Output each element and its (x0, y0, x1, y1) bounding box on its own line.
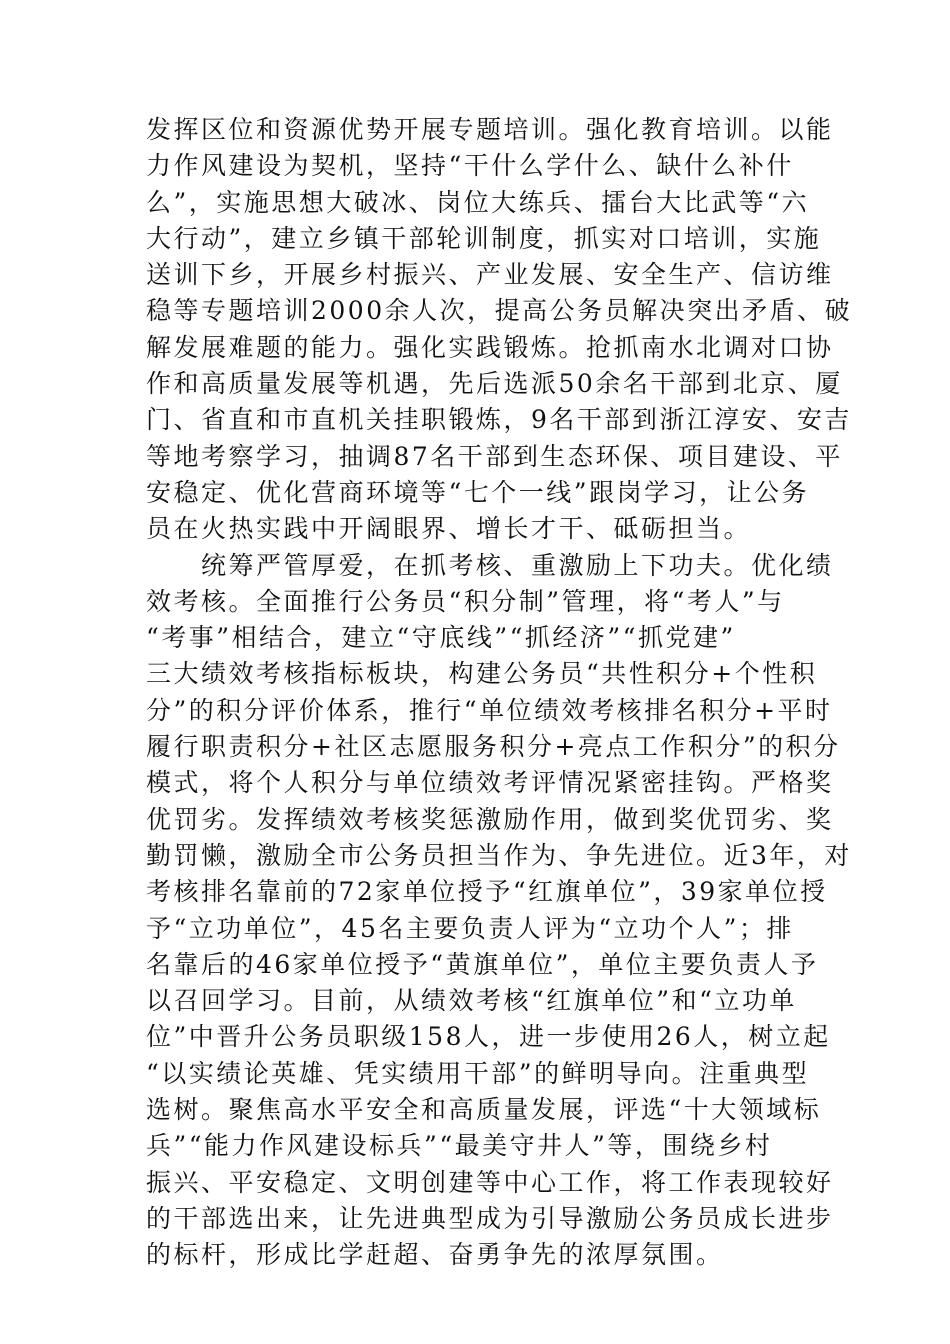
paragraph-2 (146, 548, 852, 1274)
text-line: 考核排名靠前的72家单位授予“红旗单位”，39家单位授 (146, 877, 828, 907)
text-line: 解发展难题的能力。强化实践锻炼。抢抓南水北调对口协 (146, 332, 834, 362)
text-line: 名靠后的46家单位授予“黄旗单位”，单位主要负责人予 (146, 949, 819, 979)
text-line: 位”中晋升公务员职级158人，进一步使用26人，树立起 (146, 1022, 831, 1052)
paragraph-1 (146, 112, 853, 548)
text-line: 安稳定、优化营商环境等“七个一线”跟岗学习，让公务 (146, 477, 810, 507)
text-line: 的干部选出来，让先进典型成为引导激励公务员成长进步 (146, 1203, 834, 1233)
text-line: 等地考察学习，抽调87名干部到生态环保、项目建设、平 (146, 441, 843, 471)
text-line: 的标杆，形成比学赶超、奋勇争先的浓厚氛围。 (146, 1240, 724, 1270)
text-line: 力作风建设为契机，坚持“干什么学什么、缺什么补什 (146, 151, 794, 181)
text-line: 作和高质量发展等机遇，先后选派50余名干部到北京、厦 (146, 369, 843, 399)
text-line: 么”，实施思想大破冰、岗位大练兵、擂台大比武等“六 (146, 187, 810, 217)
text-line: 以召回学习。目前，从绩效考核“红旗单位”和“立功单 (146, 986, 797, 1016)
text-line: 送训下乡，开展乡村振兴、产业发展、安全生产、信访维 (146, 260, 834, 290)
text-line: 大行动”，建立乡镇干部轮训制度，抓实对口培训，实施 (146, 223, 822, 253)
text-line: 发挥区位和资源优势开展专题培训。强化教育培训。以能 (146, 115, 834, 144)
text-line: 门、省直和市直机关挂职锻炼，9名干部到浙江淳安、安吉 (146, 405, 852, 435)
text-line: 振兴、平安稳定、文明创建等中心工作，将工作表现较好 (146, 1167, 834, 1197)
text-line: “考事”相结合，建立“守底线”“抓经济”“抓党建” (146, 623, 736, 653)
text-line: 模式，将个人积分与单位绩效考评情况紧密挂钩。严格奖 (146, 768, 834, 798)
text-line: 予“立功单位”，45名主要负责人评为“立功个人”；排 (146, 913, 794, 943)
document-body (146, 112, 853, 1274)
text-line: 分”的积分评价体系，推行“单位绩效考核排名积分+平时 (146, 695, 833, 725)
text-line: 三大绩效考核指标板块，构建公务员“共性积分+个性积 (146, 659, 818, 689)
text-line: 选树。聚焦高水平安全和高质量发展，评选“十大领域标 (146, 1095, 822, 1125)
text-line: 员在火热实践中开阔眼界、增长才干、砥砺担当。 (146, 514, 752, 544)
text-line: 效考核。全面推行公务员“积分制”管理，将“考人”与 (146, 586, 785, 616)
text-line: 稳等专题培训2000余人次，提高公务员解决突出矛盾、破 (146, 296, 853, 326)
text-line: 勤罚懒，激励全市公务员担当作为、争先进位。近3年，对 (146, 840, 852, 870)
text-line: 优罚劣。发挥绩效考核奖惩激励作用，做到奖优罚劣、奖 (146, 804, 834, 834)
text-line: 兵”“能力作风建设标兵”“最美守井人”等，围绕乡村 (146, 1131, 773, 1161)
text-line: 统筹严管厚爱，在抓考核、重激励上下功夫。优化绩 (146, 550, 834, 580)
text-line: 履行职责积分+社区志愿服务积分+亮点工作积分”的积分 (146, 732, 841, 762)
text-line: “以实绩论英雄、凭实绩用干部”的鲜明导向。注重典型 (146, 1058, 810, 1088)
